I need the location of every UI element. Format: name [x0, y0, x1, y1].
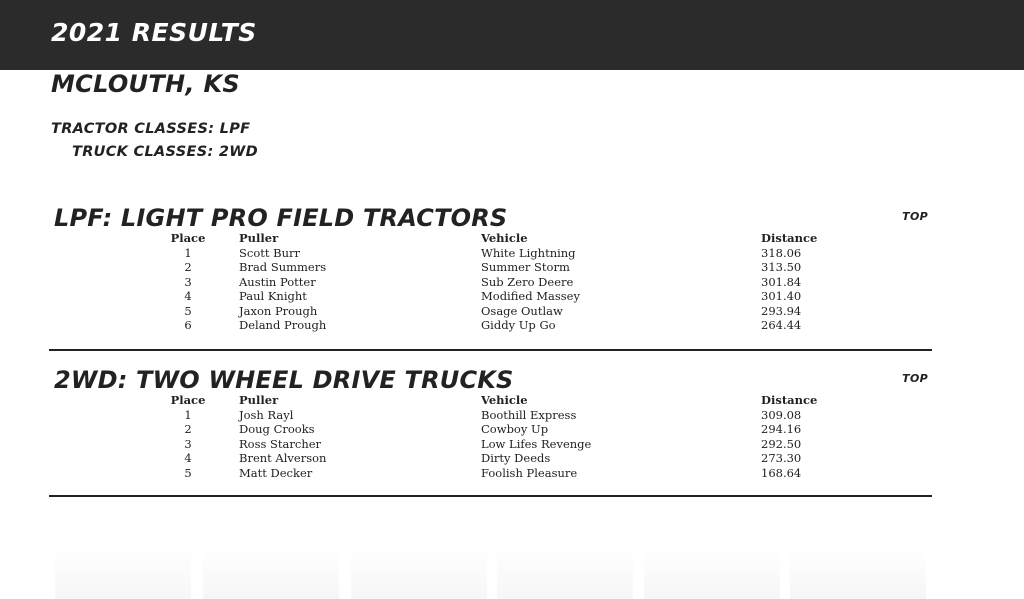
cell-vehicle: White Lightning [481, 245, 576, 260]
cell-vehicle: Modified Massey [481, 289, 580, 303]
cell-distance: 292.50 [761, 436, 802, 451]
cell-vehicle: Cowboy Up [481, 422, 549, 436]
cell-place: 3 [184, 436, 192, 451]
cell-puller: Matt Decker [239, 465, 313, 480]
cell-distance: 313.50 [761, 260, 802, 274]
footer-tile [497, 548, 633, 599]
cell-place: 2 [184, 422, 192, 436]
cell-puller: Ross Starcher [239, 436, 322, 451]
cell-puller: Scott Burr [239, 245, 300, 260]
table-header-row [49, 231, 932, 246]
cell-vehicle: Giddy Up Go [481, 318, 556, 332]
table-row [49, 275, 932, 290]
page-title: 2021 RESULTS [51, 18, 257, 47]
results-section-lpf [49, 204, 932, 351]
cell-place: 1 [184, 245, 192, 260]
footer-tile [351, 548, 487, 599]
results-table [49, 393, 932, 480]
cell-distance: 264.44 [761, 318, 802, 332]
cell-puller: Doug Crooks [239, 422, 315, 436]
cell-vehicle: Low Lifes Revenge [481, 436, 592, 451]
cell-distance: 301.40 [761, 289, 802, 303]
table-row [49, 304, 932, 319]
column-header-place: Place [170, 393, 206, 407]
cell-vehicle: Sub Zero Deere [481, 274, 574, 289]
cell-vehicle: Boothill Express [481, 407, 577, 422]
section-title: LPF: LIGHT PRO FIELD TRACTORS [54, 204, 508, 232]
table-row [49, 466, 932, 481]
cell-puller: Jaxon Prough [239, 303, 318, 318]
cell-place: 5 [184, 303, 192, 318]
cell-distance: 309.08 [761, 407, 802, 422]
cell-puller: Deland Prough [239, 318, 327, 332]
footer-tile [203, 548, 339, 599]
table-row [49, 246, 932, 261]
cell-puller: Brent Alverson [239, 451, 327, 465]
truck-classes: TRUCK CLASSES: 2WD [72, 144, 258, 160]
footer-tiles [55, 548, 925, 599]
cell-puller: Paul Knight [239, 289, 307, 303]
top-link[interactable]: TOP [902, 210, 928, 223]
cell-distance: 318.06 [761, 245, 802, 260]
cell-distance: 168.64 [761, 465, 802, 480]
column-header-place: Place [170, 231, 206, 245]
footer-tile [644, 548, 780, 599]
section-title: 2WD: TWO WHEEL DRIVE TRUCKS [54, 366, 514, 394]
cell-puller: Josh Rayl [239, 407, 294, 422]
table-row [49, 451, 932, 466]
table-row [49, 260, 932, 275]
table-row [49, 422, 932, 437]
column-header-vehicle: Vehicle [481, 393, 528, 407]
tractor-classes: TRACTOR CLASSES: LPF [51, 121, 251, 137]
cell-place: 3 [184, 274, 192, 289]
cell-place: 4 [184, 451, 192, 465]
column-header-puller: Puller [239, 393, 279, 407]
top-link[interactable]: TOP [902, 372, 928, 385]
header-bar [0, 0, 1024, 70]
cell-place: 1 [184, 407, 192, 422]
table-row [49, 318, 932, 333]
column-header-distance: Distance [761, 393, 818, 407]
cell-place: 6 [184, 318, 192, 332]
cell-distance: 294.16 [761, 422, 802, 436]
results-table [49, 231, 932, 333]
cell-vehicle: Summer Storm [481, 260, 570, 274]
cell-place: 4 [184, 289, 192, 303]
cell-vehicle: Osage Outlaw [481, 303, 563, 318]
table-row [49, 437, 932, 452]
table-row [49, 408, 932, 423]
section-divider [49, 495, 932, 497]
cell-distance: 301.84 [761, 274, 802, 289]
footer-tile [55, 548, 191, 599]
cell-distance: 273.30 [761, 451, 802, 465]
section-divider [49, 349, 932, 351]
cell-distance: 293.94 [761, 303, 802, 318]
table-row [49, 289, 932, 304]
table-header-row [49, 393, 932, 408]
column-header-distance: Distance [761, 231, 818, 245]
cell-vehicle: Dirty Deeds [481, 451, 551, 465]
column-header-puller: Puller [239, 231, 279, 245]
cell-puller: Brad Summers [239, 260, 327, 274]
column-header-vehicle: Vehicle [481, 231, 528, 245]
footer-tile [790, 548, 926, 599]
cell-place: 2 [184, 260, 192, 274]
event-location: MCLOUTH, KS [51, 70, 240, 98]
cell-puller: Austin Potter [239, 274, 316, 289]
cell-vehicle: Foolish Pleasure [481, 465, 578, 480]
cell-place: 5 [184, 465, 192, 480]
results-section-2wd [49, 366, 932, 497]
